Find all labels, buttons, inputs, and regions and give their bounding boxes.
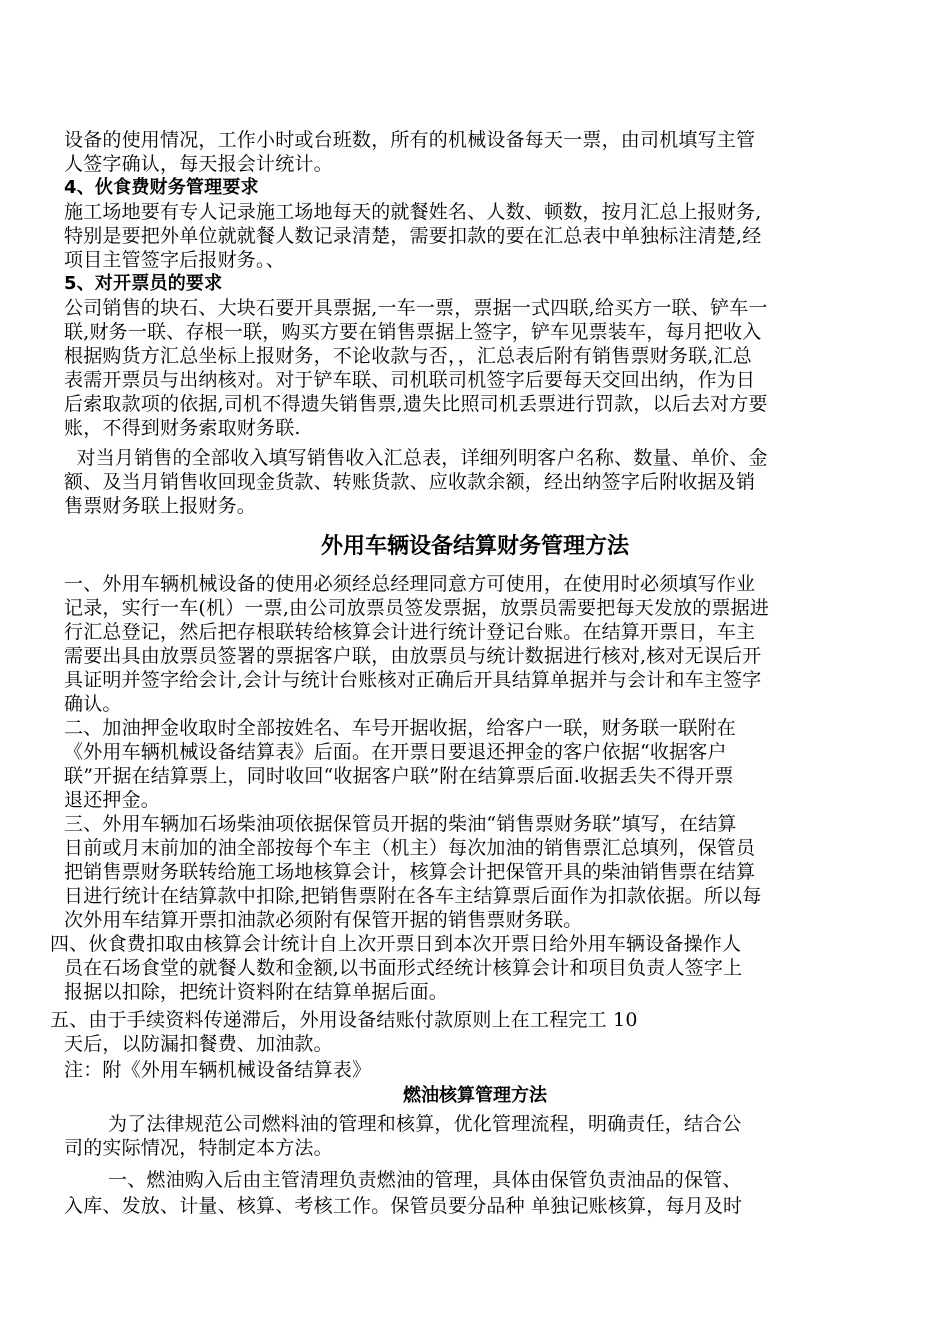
paragraph-line: 一、外用车辆机械设备的使用必须经总经理同意方可使用，在使用时必须填写作业 (64, 573, 756, 595)
paragraph-line: 把销售票财务联转给施工场地核算会计，核算会计把保管开具的柴油销售票在结算 (64, 861, 756, 883)
paragraph-line: 五、由于手续资料传递滞后，外用设备结账付款原则上在工程完工 10 (50, 1009, 638, 1031)
paragraph-line: 联,财务一联、存根一联，购买方要在销售票据上签字，铲车见票装车，每月把收入 (64, 321, 762, 343)
paragraph-line: 退还押金。 (64, 789, 161, 811)
paragraph-line: 记录，实行一车(机）一票,由公司放票员签发票据，放票员需要把每天发放的票据进 (64, 597, 770, 619)
paragraph-line: 表需开票员与出纳核对。对于铲车联、司机联司机签字后要每天交回出纳，作为日 (64, 369, 756, 391)
paragraph-line: 次外用车结算开票扣油款必须附有保管开据的销售票财务联。 (64, 909, 583, 931)
paragraph-line: 司的实际情况，特制定本方法。 (64, 1137, 333, 1159)
paragraph-line: 四、伙食费扣取由核算会计统计自上次开票日到本次开票日给外用车辆设备操作人 (50, 933, 742, 955)
section-heading-meals: 4、伙食费财务管理要求 (64, 177, 259, 198)
section-title-external-vehicles: 外用车辆设备结算财务管理方法 (320, 534, 629, 559)
paragraph-line: 《外用车辆机械设备结算表》后面。在开票日要退还押金的客户依据“收据客户 (64, 741, 727, 763)
paragraph-line: 特别是要把外单位就就餐人数记录清楚，需要扣款的要在汇总表中单独标注清楚,经 (64, 225, 762, 247)
paragraph-line: 联”开据在结算票上，同时收回“收据客户联”附在结算票后面.收据丢失不得开票 (64, 765, 734, 787)
paragraph-line: 设备的使用情况，工作小时或台班数，所有的机械设备每天一票，由司机填写主管 (64, 129, 756, 151)
paragraph-line: 三、外用车辆加石场柴油项依据保管员开据的柴油“销售票财务联”填写，在结算 (64, 813, 737, 835)
paragraph-line: 入库、发放、计量、核算、考核工作。保管员要分品种 单独记账核算，每月及时 (64, 1195, 743, 1217)
paragraph-line: 施工场地要有专人记录施工场地每天的就餐姓名、人数、顿数，按月汇总上报财务, (64, 201, 762, 223)
section-title-fuel: 燃油核算管理方法 (403, 1085, 547, 1106)
paragraph-line: 对当月销售的全部收入填写销售收入汇总表，详细列明客户名称、数量、单价、金 (64, 447, 768, 469)
paragraph-line: 需要出具由放票员签署的票据客户联，由放票员与统计数据进行核对,核对无误后开 (64, 645, 762, 667)
paragraph-line: 员在石场食堂的就餐人数和金额,以书面形式经统计核算会计和项目负责人签字上 (64, 957, 743, 979)
paragraph-line: 二、加油押金收取时全部按姓名、车号开据收据，给客户一联，财务联一联附在 (64, 717, 737, 739)
paragraph-line: 人签字确认，每天报会计统计。 (64, 153, 333, 175)
paragraph-line: 天后，以防漏扣餐费、加油款。 (64, 1033, 333, 1055)
paragraph-line: 日进行统计在结算款中扣除,把销售票附在各车主结算票后面作为扣款依据。所以每 (64, 885, 762, 907)
paragraph-line: 根据购货方汇总坐标上报财务，不论收款与否，，汇总表后附有销售票财务联,汇总 (64, 345, 752, 367)
paragraph-line: 确认。 (64, 693, 122, 715)
section-heading-ticket-clerk: 5、对开票员的要求 (64, 273, 223, 294)
paragraph-line: 账，不得到财务索取财务联. (64, 417, 301, 439)
paragraph-line: 售票财务联上报财务。 (64, 495, 257, 517)
paragraph-line: 具证明并签字给会计,会计与统计台账核对正确后开具结算单据并与会计和车主签字 (64, 669, 762, 691)
note-line: 注：附《外用车辆机械设备结算表》 (64, 1059, 372, 1081)
paragraph-line: 报据以扣除，把统计资料附在结算单据后面。 (64, 981, 449, 1003)
paragraph-line: 项目主管签字后报财务。、 (64, 249, 285, 271)
paragraph-line: 额、及当月销售收回现金货款、转账货款、应收款余额，经出纳签字后附收据及销 (64, 471, 756, 493)
paragraph-line: 一、燃油购入后由主管清理负责燃油的管理，具体由保管负责油品的保管、 (108, 1169, 742, 1191)
paragraph-line: 行汇总登记，然后把存根联转给核算会计进行统计登记台账。在结算开票日，车主 (64, 621, 756, 643)
paragraph-line: 为了法律规范公司燃料油的管理和核算，优化管理流程，明确责任，结合公 (108, 1113, 742, 1135)
paragraph-line: 后索取款项的依据,司机不得遗失销售票,遗失比照司机丢票进行罚款，以后去对方要 (64, 393, 768, 415)
paragraph-line: 公司销售的块石、大块石要开具票据,一车一票，票据一式四联,给买方一联、铲车一 (64, 297, 768, 319)
paragraph-line: 日前或月末前加的油全部按每个车主（机主）每次加油的销售票汇总填列，保管员 (64, 837, 756, 859)
